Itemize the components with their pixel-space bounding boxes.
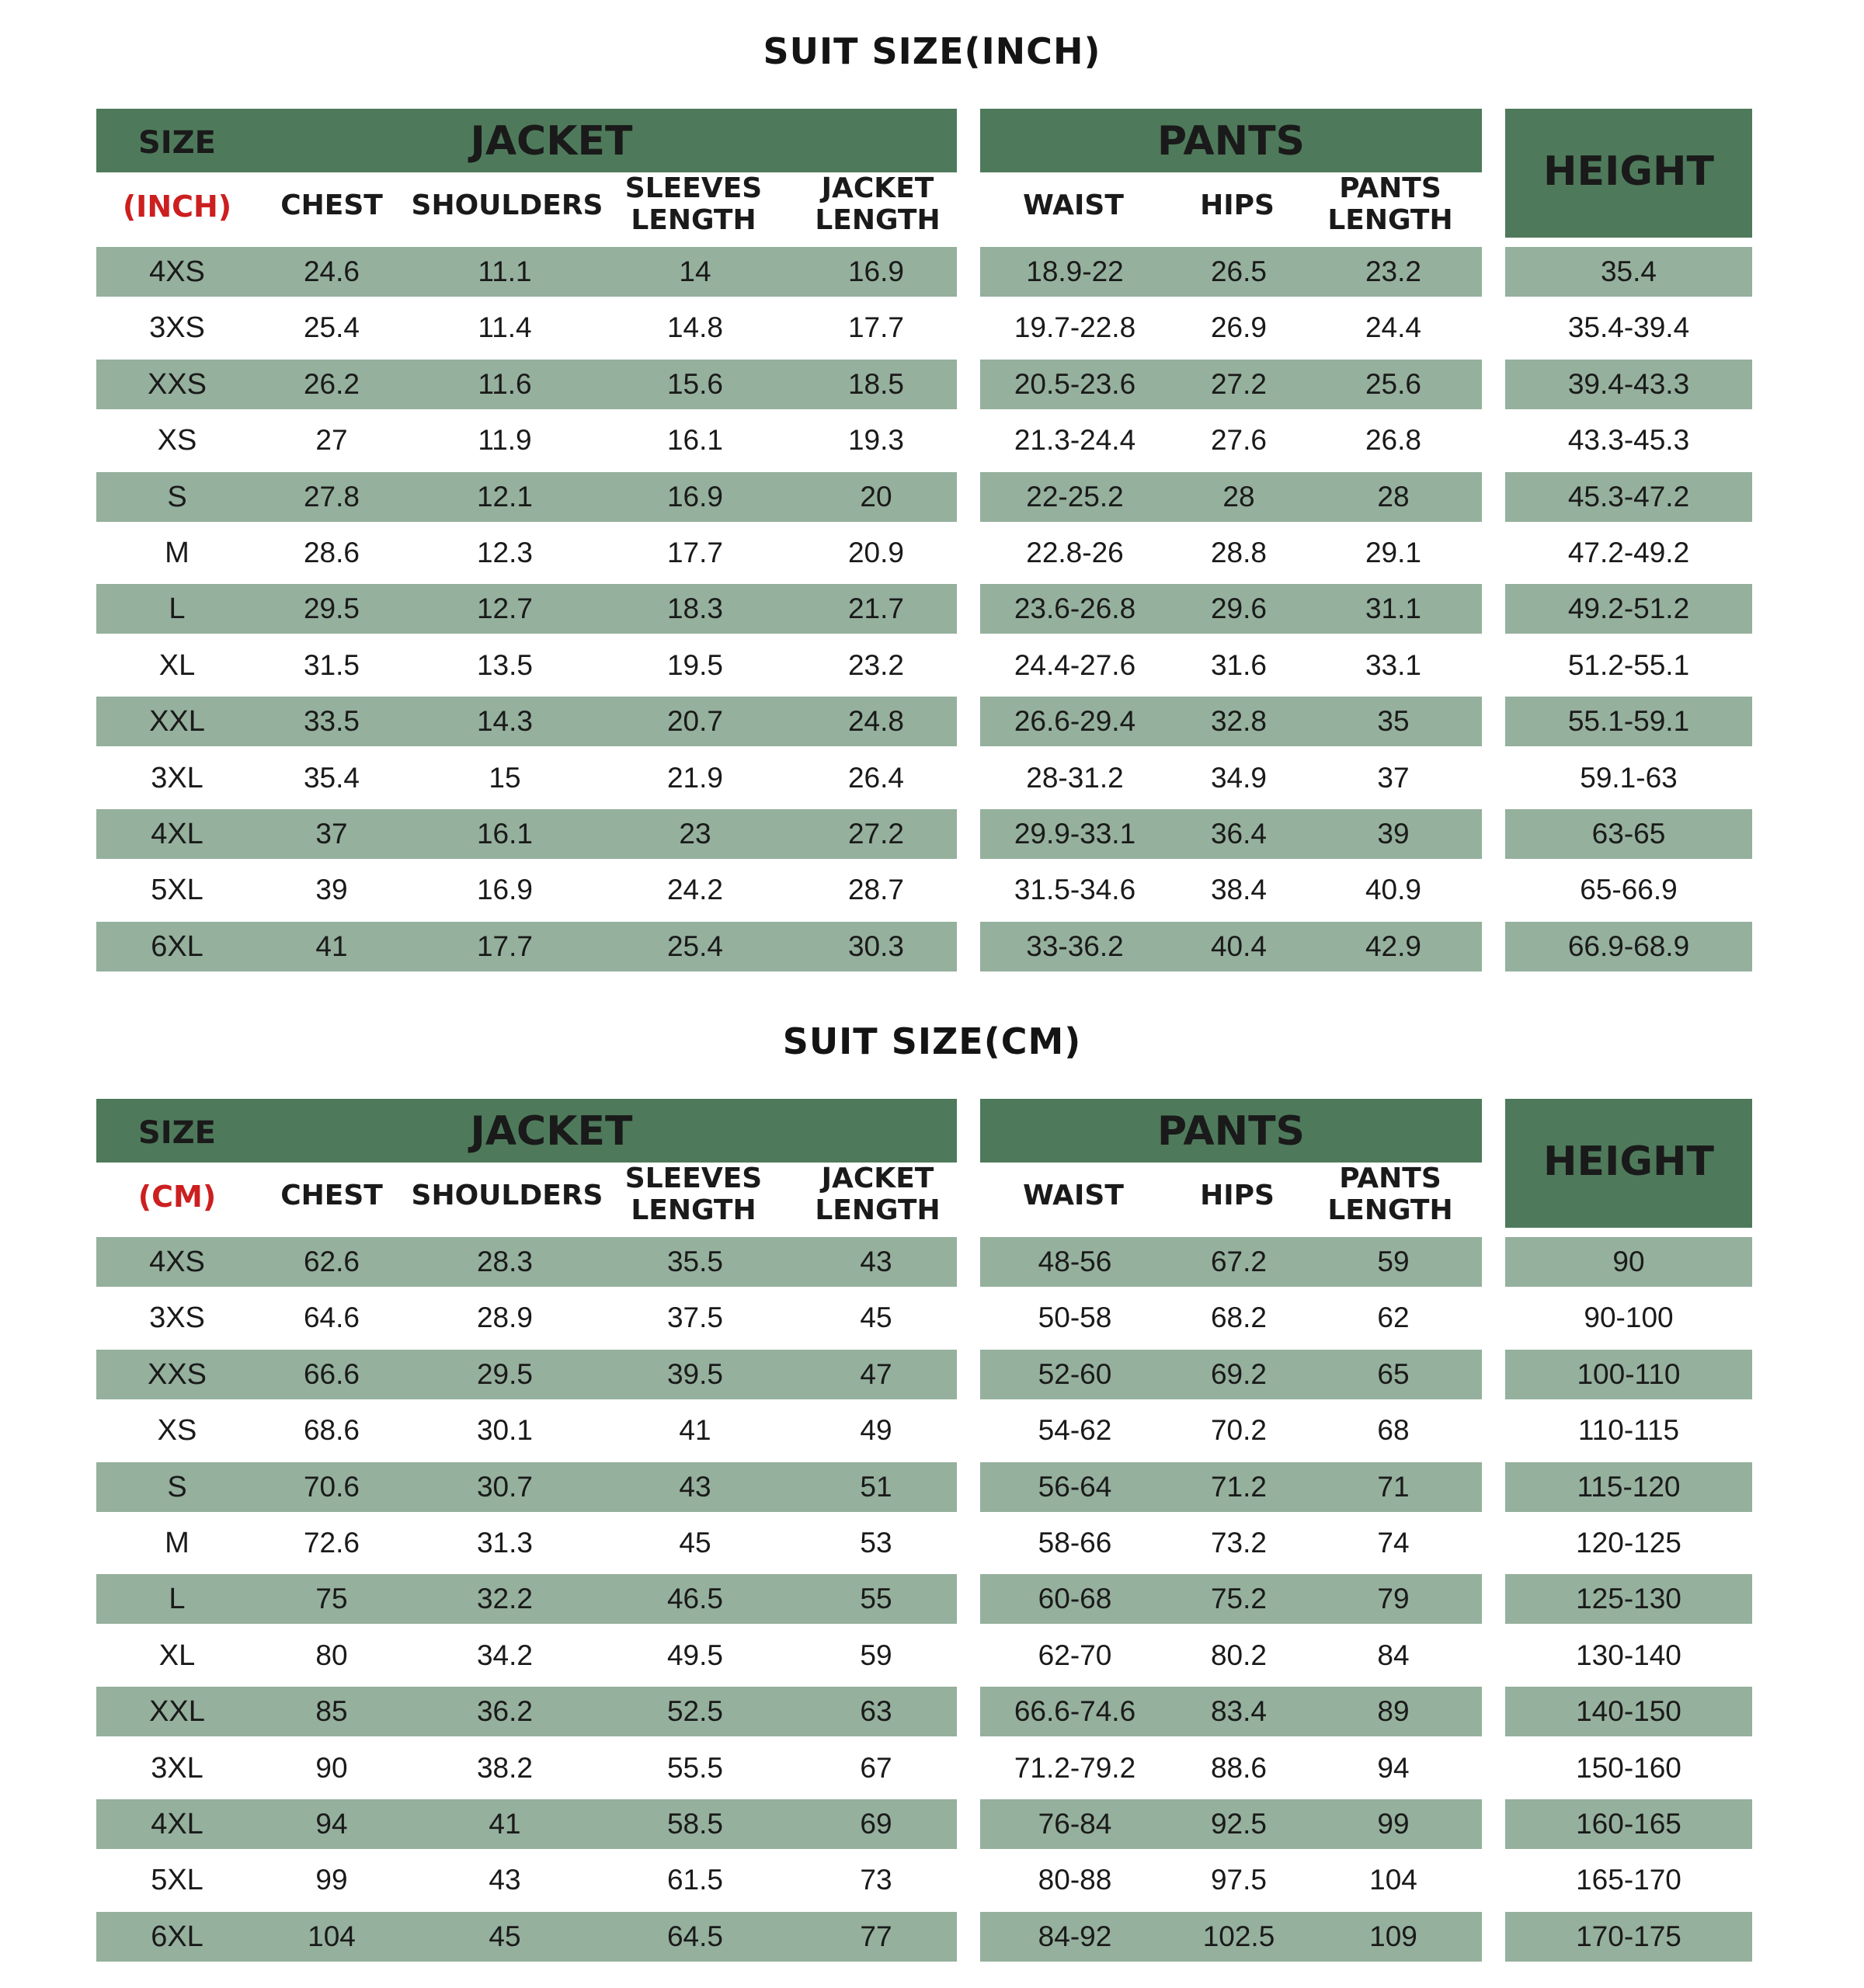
jacket-length-cell: 17.7: [847, 311, 904, 343]
height-cell: 39.4-43.3: [1567, 368, 1690, 400]
pants-header: PANTS: [1156, 1108, 1306, 1155]
hips-cell: 26.9: [1210, 311, 1267, 343]
sleeves-cell: 15.6: [666, 368, 723, 400]
shoulders-cell: 45: [489, 1920, 521, 1952]
sleeves-cell: 19.5: [666, 649, 723, 681]
height-cell: 63-65: [1591, 818, 1666, 850]
unit-label: (INCH): [122, 189, 232, 224]
jacket-length-cell: 49: [860, 1414, 892, 1446]
sleeves-cell: 23: [679, 818, 711, 850]
sleeves-cell: 14: [679, 255, 711, 287]
chest-cell: 70.6: [303, 1471, 360, 1503]
waist-cell: 76-84: [1038, 1808, 1112, 1840]
waist-cell: 23.6-26.8: [1014, 593, 1136, 624]
sleeves-cell: 21.9: [666, 762, 723, 794]
pants-length-header: [1297, 1163, 1483, 1226]
sleeves-cell: 58.5: [666, 1808, 723, 1840]
sleeves-cell: 24.2: [666, 874, 723, 905]
size-cell: S: [167, 1471, 187, 1503]
jacket-length-cell: 19.3: [847, 424, 904, 456]
height-cell: 65-66.9: [1580, 874, 1678, 905]
sleeves-cell: 25.4: [666, 930, 723, 962]
jacket-length-cell: 28.7: [847, 874, 904, 905]
hips-cell: 69.2: [1210, 1358, 1267, 1390]
chest-cell: 85: [315, 1695, 348, 1727]
waist-cell: 22.8-26: [1026, 537, 1124, 568]
pants-length-cell: 62: [1377, 1302, 1410, 1333]
hips-cell: 40.4: [1210, 930, 1267, 962]
size-cell: L: [169, 1583, 186, 1615]
height-cell: 90: [1612, 1246, 1645, 1277]
pants-length-cell: 26.8: [1365, 424, 1421, 456]
hips-cell: 73.2: [1210, 1527, 1267, 1559]
waist-cell: 24.4-27.6: [1014, 649, 1136, 681]
hips-cell: 102.5: [1202, 1920, 1275, 1952]
jacket-length-cell: 45: [860, 1302, 892, 1333]
pants-length-cell: 24.4: [1365, 311, 1421, 343]
size-cell: 5XL: [151, 1864, 203, 1896]
hips-cell: 29.6: [1210, 593, 1267, 624]
shoulders-cell: 12.7: [476, 593, 533, 624]
jacket-header: JACKET: [470, 1108, 633, 1155]
shoulders-cell: 11.4: [478, 311, 532, 343]
pants-length-cell: 31.1: [1365, 593, 1421, 624]
jacket-length-cell: 18.5: [847, 368, 904, 400]
size-cell: 3XL: [151, 1752, 203, 1785]
chest-cell: 24.6: [303, 255, 360, 287]
sleeves-cell: 14.8: [666, 311, 723, 343]
height-cell: 59.1-63: [1580, 762, 1678, 794]
chest-cell: 29.5: [303, 593, 360, 624]
sleeves-cell: 39.5: [666, 1358, 723, 1390]
height-header: HEIGHT: [1542, 148, 1715, 195]
jacket-length-cell: 30.3: [847, 930, 904, 962]
jacket-length-cell: 67: [860, 1752, 892, 1784]
size-cell: L: [169, 593, 186, 625]
size-cell: 4XS: [149, 255, 205, 288]
jacket-length-cell: 27.2: [847, 818, 904, 850]
waist-cell: 56-64: [1038, 1471, 1112, 1503]
chest-cell: 104: [308, 1920, 356, 1952]
sleeves-cell: 17.7: [666, 537, 723, 568]
chest-cell: 80: [315, 1639, 348, 1671]
unit-label: (CM): [137, 1180, 217, 1214]
waist-cell: 52-60: [1038, 1358, 1112, 1390]
size-cell: 4XL: [151, 818, 203, 850]
shoulders-cell: 14.3: [476, 705, 533, 737]
jacket-length-header-line1: JACKET: [821, 172, 934, 204]
waist-cell: 54-62: [1038, 1414, 1112, 1446]
hips-header: HIPS: [1200, 189, 1275, 221]
jacket-length-cell: 73: [860, 1864, 892, 1896]
sleeves-cell: 16.9: [666, 481, 723, 513]
shoulders-cell: 30.7: [476, 1471, 533, 1503]
size-cell: 5XL: [151, 874, 203, 906]
shoulders-cell: 30.1: [476, 1414, 533, 1446]
hips-cell: 71.2: [1210, 1471, 1267, 1503]
jacket-header: JACKET: [470, 118, 633, 165]
size-cell: 6XL: [151, 930, 203, 963]
height-cell: 170-175: [1576, 1920, 1681, 1952]
shoulders-cell: 15: [489, 762, 521, 794]
shoulders-cell: 29.5: [476, 1358, 533, 1390]
waist-cell: 80-88: [1038, 1864, 1112, 1896]
pants-length-cell: 59: [1377, 1246, 1410, 1277]
sleeves-cell: 61.5: [666, 1864, 723, 1896]
jacket-length-cell: 59: [860, 1639, 892, 1671]
chest-header: CHEST: [280, 1180, 383, 1211]
sleeves-length-header-line1: SLEEVES: [624, 172, 763, 204]
sleeves-length-header: [600, 1163, 787, 1226]
hips-cell: 92.5: [1210, 1808, 1267, 1840]
jacket-length-cell: 21.7: [847, 593, 904, 624]
height-cell: 150-160: [1576, 1752, 1681, 1784]
chest-cell: 62.6: [303, 1246, 360, 1277]
pants-length-cell: 68: [1377, 1414, 1410, 1446]
height-cell: 45.3-47.2: [1567, 481, 1690, 513]
chest-cell: 37: [315, 818, 348, 850]
sleeves-cell: 52.5: [666, 1695, 723, 1727]
chest-cell: 28.6: [303, 537, 360, 568]
waist-cell: 84-92: [1038, 1920, 1112, 1952]
shoulders-cell: 13.5: [476, 649, 533, 681]
chest-cell: 35.4: [303, 762, 360, 794]
jacket-length-header-line2: LENGTH: [815, 1194, 941, 1226]
size-cell: XS: [157, 1414, 197, 1447]
chest-cell: 90: [315, 1752, 348, 1784]
size-cell: 6XL: [151, 1920, 203, 1953]
pants-length-cell: 94: [1377, 1752, 1410, 1784]
chest-cell: 66.6: [303, 1358, 360, 1390]
sleeves-cell: 18.3: [666, 593, 723, 624]
height-cell: 125-130: [1576, 1583, 1681, 1614]
waist-cell: 58-66: [1038, 1527, 1112, 1559]
waist-cell: 21.3-24.4: [1014, 424, 1136, 456]
waist-cell: 31.5-34.6: [1014, 874, 1136, 905]
pants-length-header-line2: LENGTH: [1327, 1194, 1453, 1226]
hips-cell: 28.8: [1210, 537, 1267, 568]
jacket-length-cell: 63: [860, 1695, 892, 1727]
sleeves-cell: 35.5: [666, 1246, 723, 1277]
shoulders-cell: 11.9: [478, 424, 532, 456]
jacket-length-cell: 69: [860, 1808, 892, 1840]
shoulders-cell: 41: [489, 1808, 521, 1840]
size-cell: XXS: [147, 1358, 207, 1391]
height-header: HEIGHT: [1542, 1138, 1715, 1185]
shoulders-cell: 17.7: [476, 930, 533, 962]
size-cell: XL: [158, 1639, 196, 1672]
chest-cell: 27: [315, 424, 348, 456]
hips-cell: 27.2: [1210, 368, 1267, 400]
height-cell: 130-140: [1576, 1639, 1681, 1671]
shoulders-header: SHOULDERS: [411, 1180, 603, 1211]
size-cell: 4XL: [151, 1808, 203, 1840]
chest-cell: 39: [315, 874, 348, 905]
shoulders-cell: 12.3: [476, 537, 533, 568]
jacket-length-cell: 20.9: [847, 537, 904, 568]
height-cell: 165-170: [1576, 1864, 1681, 1896]
pants-length-cell: 25.6: [1365, 368, 1421, 400]
table-title: SUIT SIZE(INCH): [763, 30, 1101, 72]
pants-length-cell: 23.2: [1365, 255, 1421, 287]
shoulders-cell: 16.9: [476, 874, 533, 905]
hips-cell: 38.4: [1210, 874, 1267, 905]
size-cell: XS: [157, 424, 197, 457]
jacket-length-cell: 23.2: [847, 649, 904, 681]
shoulders-cell: 12.1: [476, 481, 533, 513]
hips-cell: 67.2: [1210, 1246, 1267, 1277]
size-cell: M: [165, 537, 190, 569]
shoulders-cell: 31.3: [476, 1527, 533, 1559]
hips-cell: 97.5: [1210, 1864, 1267, 1896]
height-cell: 51.2-55.1: [1567, 649, 1690, 681]
height-cell: 120-125: [1576, 1527, 1681, 1559]
shoulders-cell: 38.2: [476, 1752, 533, 1784]
waist-cell: 26.6-29.4: [1014, 705, 1136, 737]
chest-cell: 26.2: [303, 368, 360, 400]
sleeves-cell: 41: [679, 1414, 711, 1446]
jacket-length-header: [784, 172, 971, 236]
height-cell: 110-115: [1577, 1414, 1680, 1446]
hips-cell: 70.2: [1210, 1414, 1267, 1446]
chest-cell: 25.4: [303, 311, 360, 343]
shoulders-cell: 11.6: [478, 368, 532, 400]
chest-cell: 99: [315, 1864, 348, 1896]
waist-header: WAIST: [1023, 189, 1124, 221]
sleeves-length-header-line2: LENGTH: [631, 1194, 756, 1226]
pants-length-header: [1297, 172, 1483, 236]
chest-header: CHEST: [280, 189, 383, 221]
height-cell: 35.4: [1600, 255, 1657, 287]
size-cell: XL: [158, 649, 196, 682]
size-cell: XXL: [149, 705, 205, 738]
sleeves-cell: 55.5: [666, 1752, 723, 1784]
hips-cell: 27.6: [1210, 424, 1267, 456]
pants-length-cell: 99: [1377, 1808, 1410, 1840]
pants-length-cell: 39: [1377, 818, 1410, 850]
hips-cell: 75.2: [1210, 1583, 1267, 1614]
height-cell: 140-150: [1576, 1695, 1681, 1727]
height-cell: 47.2-49.2: [1567, 537, 1690, 568]
pants-length-header-line1: PANTS: [1339, 172, 1441, 204]
pants-length-cell: 89: [1377, 1695, 1410, 1727]
hips-cell: 36.4: [1210, 818, 1267, 850]
waist-cell: 71.2-79.2: [1014, 1752, 1136, 1784]
waist-cell: 20.5-23.6: [1014, 368, 1136, 400]
hips-header: HIPS: [1200, 1180, 1275, 1211]
height-cell: 90-100: [1584, 1302, 1674, 1333]
height-cell: 115-120: [1577, 1471, 1681, 1503]
height-cell: 66.9-68.9: [1567, 930, 1690, 962]
chest-cell: 33.5: [303, 705, 360, 737]
chest-cell: 94: [315, 1808, 348, 1840]
sleeves-cell: 16.1: [666, 424, 723, 456]
height-cell: 55.1-59.1: [1567, 705, 1690, 737]
pants-length-cell: 65: [1377, 1358, 1410, 1390]
jacket-length-cell: 53: [860, 1527, 892, 1559]
shoulders-cell: 36.2: [476, 1695, 533, 1727]
waist-cell: 29.9-33.1: [1014, 818, 1136, 850]
hips-cell: 34.9: [1210, 762, 1267, 794]
chest-cell: 72.6: [303, 1527, 360, 1559]
size-cell: M: [165, 1527, 190, 1559]
height-cell: 49.2-51.2: [1567, 593, 1690, 624]
height-cell: 100-110: [1577, 1358, 1681, 1390]
size-cell: S: [167, 481, 187, 513]
jacket-length-header: [784, 1163, 971, 1226]
hips-cell: 68.2: [1210, 1302, 1267, 1333]
waist-cell: 48-56: [1038, 1246, 1112, 1277]
waist-cell: 22-25.2: [1026, 481, 1124, 513]
chest-cell: 68.6: [303, 1414, 360, 1446]
pants-length-cell: 40.9: [1365, 874, 1421, 905]
pants-length-cell: 109: [1369, 1920, 1417, 1952]
height-cell: 35.4-39.4: [1567, 311, 1690, 343]
shoulders-header: SHOULDERS: [411, 189, 603, 221]
shoulders-cell: 11.1: [478, 255, 532, 287]
pants-length-cell: 74: [1377, 1527, 1410, 1559]
jacket-length-cell: 55: [860, 1583, 892, 1614]
pants-header: PANTS: [1156, 118, 1306, 165]
jacket-length-cell: 77: [860, 1920, 892, 1952]
jacket-length-cell: 43: [860, 1246, 892, 1277]
shoulders-cell: 16.1: [476, 818, 533, 850]
shoulders-cell: 28.9: [476, 1302, 533, 1333]
hips-cell: 83.4: [1210, 1695, 1267, 1727]
sleeves-cell: 43: [679, 1471, 711, 1503]
chest-cell: 75: [315, 1583, 348, 1614]
shoulders-cell: 32.2: [476, 1583, 533, 1614]
jacket-length-cell: 26.4: [847, 762, 904, 794]
size-cell: 3XS: [149, 311, 205, 344]
height-cell: 160-165: [1576, 1808, 1681, 1840]
sleeves-length-header-line2: LENGTH: [631, 204, 756, 236]
size-cell: 3XS: [149, 1302, 205, 1334]
pants-length-header-line2: LENGTH: [1327, 204, 1453, 236]
pants-length-header-line1: PANTS: [1339, 1163, 1441, 1194]
sleeves-length-header-line1: SLEEVES: [624, 1163, 763, 1194]
jacket-length-cell: 20: [860, 481, 892, 513]
pants-length-cell: 33.1: [1365, 649, 1421, 681]
size-header: SIZE: [137, 1115, 217, 1151]
waist-cell: 60-68: [1038, 1583, 1112, 1614]
pants-length-cell: 42.9: [1365, 930, 1421, 962]
waist-cell: 50-58: [1038, 1302, 1112, 1333]
size-cell: XXS: [147, 368, 207, 401]
sleeves-cell: 46.5: [666, 1583, 723, 1614]
hips-cell: 28: [1222, 481, 1255, 513]
jacket-length-header-line1: JACKET: [821, 1163, 934, 1194]
sleeves-cell: 20.7: [666, 705, 723, 737]
pants-length-cell: 71: [1377, 1471, 1410, 1503]
jacket-length-cell: 16.9: [847, 255, 904, 287]
pants-length-cell: 84: [1377, 1639, 1410, 1671]
shoulders-cell: 43: [489, 1864, 521, 1896]
waist-cell: 28-31.2: [1026, 762, 1124, 794]
pants-length-cell: 29.1: [1365, 537, 1421, 568]
sleeves-cell: 45: [679, 1527, 711, 1559]
pants-length-cell: 37: [1377, 762, 1410, 794]
hips-cell: 26.5: [1210, 255, 1267, 287]
chest-cell: 41: [315, 930, 348, 962]
waist-cell: 66.6-74.6: [1014, 1695, 1136, 1727]
sleeves-length-header: [600, 172, 787, 236]
pants-length-cell: 28: [1377, 481, 1410, 513]
waist-header: WAIST: [1023, 1180, 1124, 1211]
size-cell: 3XL: [151, 762, 203, 794]
chest-cell: 27.8: [303, 481, 360, 513]
hips-cell: 80.2: [1210, 1639, 1267, 1671]
chest-cell: 31.5: [303, 649, 360, 681]
size-cell: XXL: [149, 1695, 205, 1728]
waist-cell: 19.7-22.8: [1014, 311, 1136, 343]
hips-cell: 32.8: [1210, 705, 1267, 737]
shoulders-cell: 28.3: [476, 1246, 533, 1277]
size-header: SIZE: [137, 125, 217, 161]
jacket-length-header-line2: LENGTH: [815, 204, 941, 236]
waist-cell: 18.9-22: [1026, 255, 1124, 287]
jacket-length-cell: 51: [860, 1471, 892, 1503]
sleeves-cell: 64.5: [666, 1920, 723, 1952]
hips-cell: 88.6: [1210, 1752, 1267, 1784]
height-cell: 43.3-45.3: [1567, 424, 1690, 456]
pants-length-cell: 79: [1377, 1583, 1410, 1614]
waist-cell: 62-70: [1038, 1639, 1112, 1671]
table-title: SUIT SIZE(CM): [782, 1020, 1082, 1062]
pants-length-cell: 35: [1377, 705, 1410, 737]
waist-cell: 33-36.2: [1026, 930, 1124, 962]
jacket-length-cell: 47: [860, 1358, 892, 1390]
jacket-length-cell: 24.8: [847, 705, 904, 737]
sleeves-cell: 37.5: [666, 1302, 723, 1333]
sleeves-cell: 49.5: [666, 1639, 723, 1671]
chest-cell: 64.6: [303, 1302, 360, 1333]
size-cell: 4XS: [149, 1246, 205, 1278]
hips-cell: 31.6: [1210, 649, 1267, 681]
shoulders-cell: 34.2: [476, 1639, 533, 1671]
pants-length-cell: 104: [1369, 1864, 1417, 1896]
